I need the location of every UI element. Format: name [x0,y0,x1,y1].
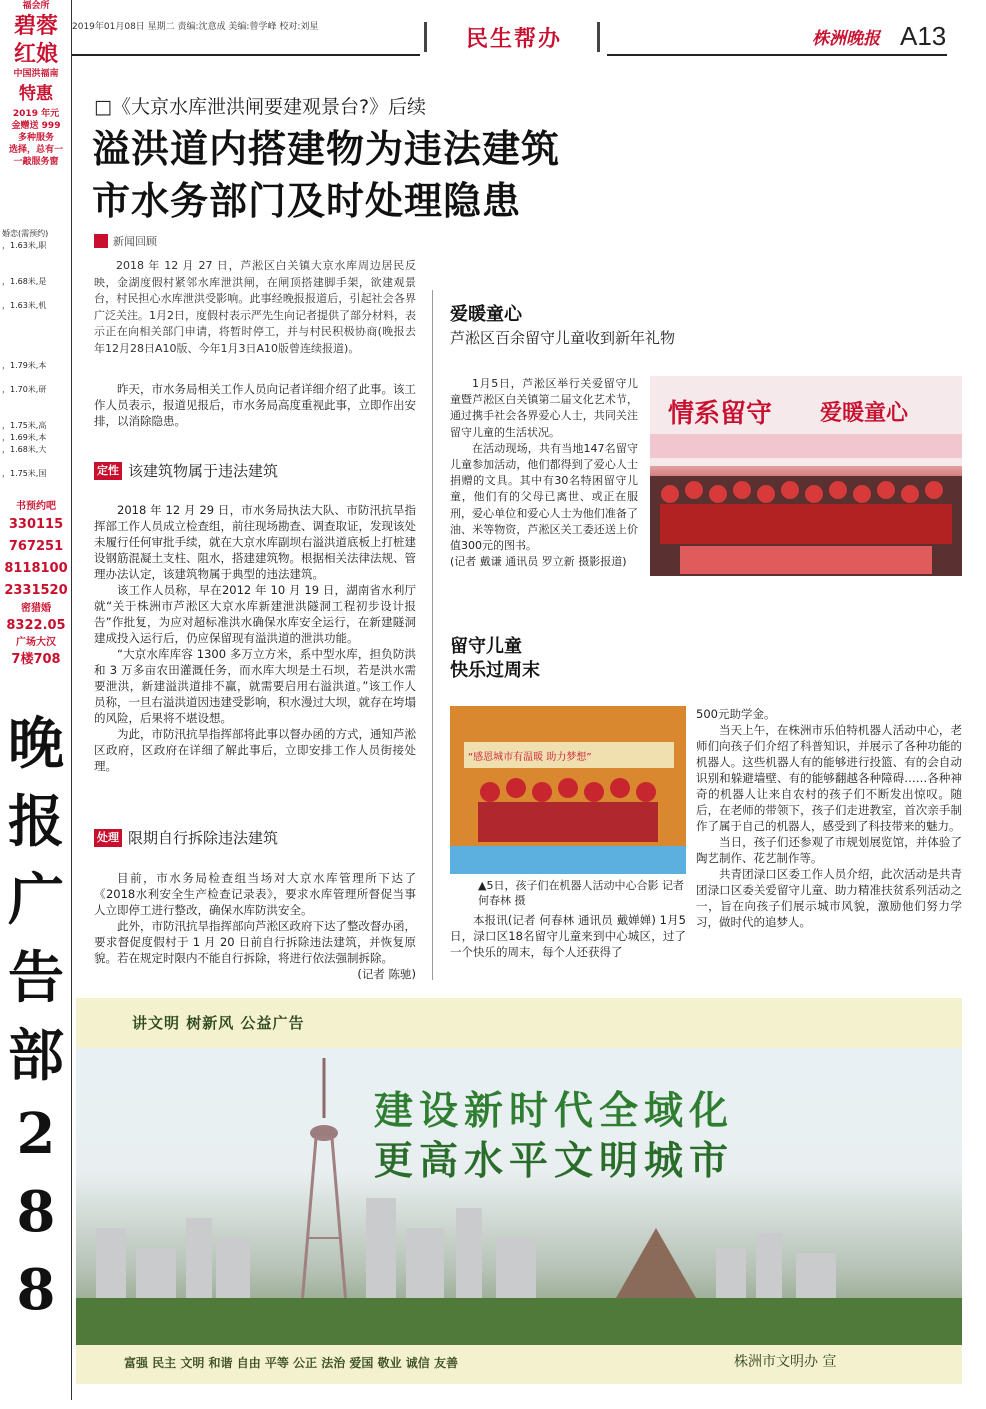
ad-slogan: 建设新时代全域化 [374,1088,735,1134]
byline: (记者 陈驰) [357,967,416,981]
listing-line: ，1.63米,机 [2,301,47,310]
section-nature-body [94,502,416,774]
ad-line: 红娘 [13,41,58,67]
tv-tower [300,1058,348,1328]
subhead-tag: 定性 [94,462,122,480]
greenery [76,1298,962,1348]
ad-tagline: 讲文明 树新风 公益广告 [132,1014,305,1032]
vertical-char: 8 [16,1179,56,1245]
newspaper-logo: 株洲晚报 [812,29,880,49]
matchmaking-ad [0,0,72,225]
listing-line: ，1.68米,大 [2,445,47,454]
ad-line: 福会所 [22,1,50,11]
hotline-line: 8322.05 [6,618,66,633]
story-kicker: □《大京水库泄洪闸要建观景台?》后续 [94,96,427,118]
review-marker-icon [94,234,108,248]
listing-line: ，1.75米,高 [2,421,47,430]
review-text: 2018 年 12 月 27 日，芦淞区白关镇大京水库周边居民反映，金湖度假村紧邻水库泄洪闸，在闸顶搭建脚手架，欲建观景台，村民担心水库泄洪受影响。此事经晚报报道后，引起社会各界广泛关注。1月2日，度假村表示严先生向记者提供了部分材料，表示正在向相关部门申请，将暂时停工，并与村民积极协商(晚报去年12月28日A10版、今年1月3日A10版曾连续报道)。 [94,259,416,355]
hotline-line: 密猎婚 [21,603,51,614]
paragraph: 在活动现场，共有当地147名留守儿童参加活动，他们都得到了爱心人士捐赠的文具。其中有30名特困留守儿童，他们有的父母已离世、或正在服刑，爱心单位和爱心人士为他们准备了油、米等物资，芦淞区关工委还送上价值300元的图书。 [450,441,638,553]
photo-banner-text2: 爱暖童心 [820,400,909,426]
vertical-char: 告 [8,945,64,1011]
page-header [72,18,972,58]
subhead-handling [94,827,278,848]
main-headline-line2: 市水务部门及时处理隐患 [92,179,522,223]
vertical-char: 2 [16,1101,56,1167]
ad-line: 2019 年元 [12,109,60,119]
hotline-line: 330115 [8,517,64,532]
section-title: 民生帮办 [465,27,562,52]
hotline-line: 7楼708 [11,652,61,667]
news-review-label [94,233,157,249]
photo-floor [450,846,686,874]
ad-line: 特惠 [19,84,53,104]
photo-credit: (记者 戴谦 通讯员 罗立新 摄影报道) [450,555,627,569]
listing-line: ，1.79米,本 [2,361,47,370]
story2-title: 爱暖童心 [450,304,522,325]
listing-line: ，1.69米,本 [2,433,47,442]
ad-line: 多种服务 [17,133,54,143]
listing-line: ，1.63米,职 [2,241,47,250]
story3-title: 留守儿童 [450,636,522,657]
header-rule [607,54,947,56]
header-divider [424,22,427,52]
listing-line: ，1.70米,研 [2,385,47,394]
listing-line: ，1.68米,是 [2,277,47,286]
ad-line: 中国洪福南 [13,69,59,79]
ad-slogan-line2: 更高水平文明城市 [374,1138,735,1184]
ad-line: 金赠送 999 [11,121,61,131]
photo-banner-strip [650,434,962,458]
public-service-ad [76,998,962,1384]
review-label-text: 新闻回顾 [113,235,157,248]
subhead-tag: 处理 [94,829,122,847]
story3-title-line2: 快乐过周末 [450,660,540,681]
photo-caption: ▲5日，孩子们在机器人活动中心合影 记者 何春林 摄 [478,879,684,907]
header-divider [597,22,600,52]
paragraph: 此外，市防汛抗旱指挥部向芦淞区政府下达了整改督办函，要求督促度假村于 1 月 20 日前自行拆除违法建筑，并恢复原貌。若在规定时限内不能自行拆除，将进行依法强制拆除。 [94,919,416,965]
robot-center-photo [450,706,686,874]
story3-body-left [450,912,686,960]
paragraph: 该工作人员称，早在2012 年 10 月 19 日，湖南省水利厅就“关于株洲市芦淞区大京水库新建泄洪隧洞工程初步设计报告”作批复，为应对超标准洪水确保水库安全运行，在新建隧洞建成投入运行后，仍应保留现有溢洪道的泄洪功能。 [94,583,416,645]
photo-banner-text: “感恩城市有温暖 助力梦想” [468,752,592,763]
paragraph: 500元助学金。 [696,707,776,721]
vertical-char: 报 [8,789,64,855]
vertical-char: 广 [8,867,64,933]
paragraph: “大京水库库容 1300 多万立方米，系中型水库，担负防洪和 3 万多亩农田灌溉任务，而水库大坝是土石坝，若是洪水需要泄洪，新建溢洪道排不赢，就需要启用右溢洪道。”该工作人员称，一旦右溢洪道因违建受影响，积水漫过大坝，就存在垮塌的风险，后果将不堪设想。 [94,647,416,725]
vertical-char: 8 [16,1257,56,1323]
paragraph: 1月5日，芦淞区举行关爱留守儿童暨芦淞区白关镇第二届文化艺术节，通过携手社会各界爱心人士，共同关注留守儿童的生活状况。 [450,377,638,439]
listing-line: ，1.75米,国 [2,469,47,478]
listing-line: 婚恋(需预约) [2,229,49,238]
subhead-title: 该建筑物属于违法建筑 [128,462,279,480]
column-divider [432,290,433,980]
core-values: 富强 民主 文明 和谐 自由 平等 公正 法治 爱国 敬业 诚信 友善 [124,1356,458,1370]
story2-body [450,376,638,570]
paragraph: 昨天，市水务局相关工作人员向记者详细介绍了此事。该工作人员表示，报道见报后，市水务局高度重视此事，立即作出安排，以消除隐患。 [94,382,416,428]
paragraph: 当天上午，在株洲市乐伯特机器人活动中心，老师们向孩子们介绍了科普知识，并展示了各种功能的机器人。这些机器人有的能够进行投篮、有的会自动识别和躲避墙壁、有的能够翻越各种障碍……各种神奇的机器人让来自农村的孩子们不断发出惊叹。随后，在老师的带领下，孩子们走进教室，首次亲手制作了属于自己的机器人，感受到了科技带来的魅力。 [696,723,962,833]
story3-photo [450,706,686,874]
hotline-line: 2331520 [4,583,68,598]
hotline-line: 8118100 [4,561,68,576]
paragraph: 为此，市防汛抗旱指挥部将此事以督办函的方式，通知芦淞区政府，区政府在详细了解此事后，立即安排工作人员街接处理。 [94,727,416,773]
classified-listings [2,228,70,480]
paragraph: 共青团渌口区委工作人员介绍，此次活动是共青团渌口区委关爱留守儿童、助力精准扶贫系列活动之一，旨在向孩子们展示城市风貌，激励他们努力学习，做时代的追梦人。 [696,867,962,929]
story2-photo [650,376,962,576]
subhead-title: 限期自行拆除违法建筑 [128,829,279,847]
vertical-char: 晚 [8,711,64,777]
ad-line: 碧蓉 [13,13,58,39]
header-rule [72,54,420,56]
intro-paragraph [94,381,416,429]
paragraph: 目前，市水务局检查组当场对大京水库管理所下达了《2018水利安全生产检查记录表》，要求水库管理所督促当事人立即停工进行整改，确保水库防洪安全。 [94,871,416,917]
review-paragraph [94,258,416,357]
hotline-box [0,500,72,695]
classified-strip [0,0,72,1400]
city-skyline-illustration [76,998,962,1384]
paragraph: 当日，孩子们还参观了市规划展览馆，并体验了陶艺制作、花艺制作等。 [696,835,962,865]
story2-subtitle: 芦淞区百余留守儿童收到新年礼物 [450,329,676,347]
section-handling-body [94,870,416,982]
issue-meta: 2019年01月08日 星期二 责编:沈意成 美编:曾学峰 校对:刘星 [72,22,319,32]
story3-body-right [696,706,962,930]
ad-line: 一敲服务窗 [13,157,59,167]
subhead-nature [94,460,278,481]
paragraph: 2018 年 12 月 29 日，市水务局执法大队、市防汛抗旱指挥部工作人员成立检查组，前往现场勘查、调查取证，发现该处未履行任何审批手续，就在大京水库副坝右溢洪道底板上打桩建设钢筋混凝土支柱、阻水，搭建建筑物。根据相关法律法规、管理办法认定，该建筑物属于典型的违法建筑。 [94,503,416,581]
exhibition-center [616,1228,696,1298]
hotline-line: 书预约吧 [16,501,56,512]
photo-banner-text1: 情系留守 [668,399,773,429]
hotline-line: 767251 [8,539,64,554]
ad-sponsor: 株洲市文明办 宣 [734,1354,837,1370]
ad-department-vertical [0,705,72,1329]
ad-line: 选择，总有一 [8,145,63,155]
page-number: A13 [900,21,947,51]
paragraph: 本报讯(记者 何春林 通讯员 戴婵婵) 1月5日，渌口区18名留守儿童来到中心城区，过了一个快乐的周末，每个人还获得了 [450,913,686,959]
main-headline: 溢洪道内搭建物为违法建筑 [92,127,561,171]
event-photo-illustration [650,376,962,576]
vertical-char: 部 [8,1023,64,1089]
hotline-line: 广场大汉 [16,637,56,648]
